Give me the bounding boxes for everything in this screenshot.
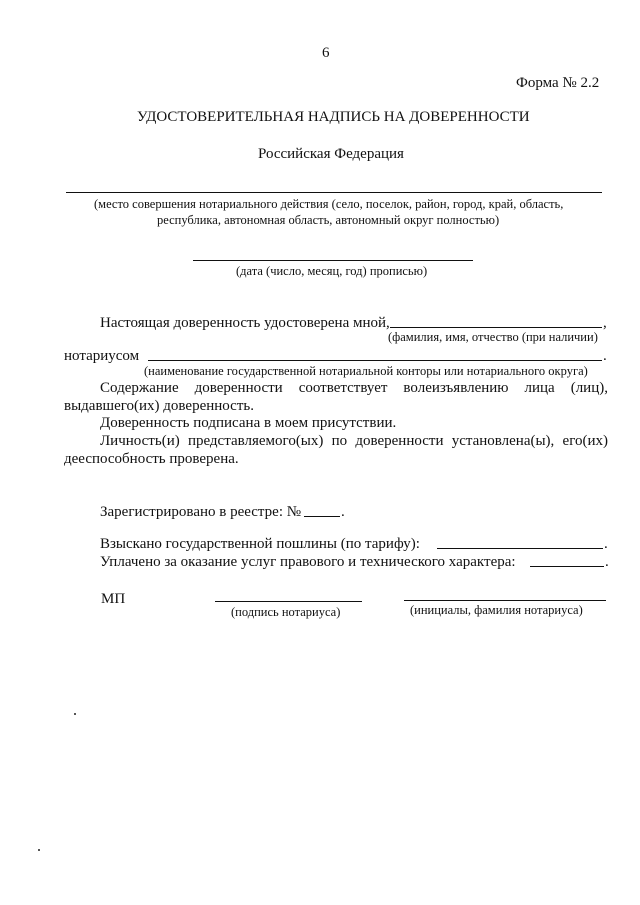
place-caption-line1: (место совершения нотариального действия (село, поселок, район, город, край, область,	[94, 197, 564, 211]
signed-text: Доверенность подписана в моем присутствии.	[100, 415, 397, 431]
services-end: .	[605, 554, 609, 570]
initials-fill-line	[404, 600, 606, 601]
notary-name-fill-line	[390, 327, 602, 328]
duty-amount-fill-line	[437, 548, 603, 549]
place-caption-line2: республика, автономная область, автономный округ полностью)	[157, 213, 500, 227]
certified-comma: ,	[603, 315, 607, 331]
identity-line2: дееспособность проверена.	[64, 451, 239, 467]
notary-office-fill-line	[148, 360, 602, 361]
notary-word: нотариусом	[64, 348, 140, 364]
certified-text: Настоящая доверенность удостоверена мной,	[100, 315, 390, 331]
identity-line1: Личность(и) представляемого(ых) по доверенности установлена(ы), его(их)	[100, 433, 608, 449]
place-fill-line	[66, 192, 602, 193]
date-caption: (дата (число, месяц, год) прописью)	[236, 264, 428, 278]
seal-label: МП	[101, 591, 126, 607]
duty-text: Взыскано государственной пошлины (по тарифу):	[100, 536, 420, 552]
date-fill-line	[193, 260, 473, 261]
signature-fill-line	[215, 601, 362, 602]
signature-caption: (подпись нотариуса)	[231, 605, 341, 619]
services-text: Уплачено за оказание услуг правового и технического характера:	[100, 554, 516, 570]
scan-speck	[38, 849, 40, 851]
registry-number-fill-line	[304, 516, 340, 517]
scan-speck	[74, 713, 76, 715]
name-caption: (фамилия, имя, отчество (при наличии)	[388, 330, 598, 344]
page-title: УДОСТОВЕРИТЕЛЬНАЯ НАДПИСЬ НА ДОВЕРЕННОСТИ	[137, 109, 530, 125]
initials-caption: (инициалы, фамилия нотариуса)	[410, 603, 583, 617]
registry-end: .	[341, 504, 345, 520]
registry-text: Зарегистрировано в реестре: №	[100, 504, 302, 520]
form-label: Форма № 2.2	[516, 75, 600, 91]
notary-office-end: .	[603, 348, 607, 364]
office-caption: (наименование государственной нотариальной конторы или нотариального округа)	[144, 364, 588, 378]
content-line1: Содержание доверенности соответствует волеизъявлению лица (лиц),	[100, 380, 608, 396]
country-name: Российская Федерация	[258, 146, 404, 162]
content-line2: выдавшего(их) доверенность.	[64, 398, 254, 414]
duty-end: .	[604, 536, 608, 552]
page-number: 6	[322, 45, 330, 61]
services-amount-fill-line	[530, 566, 604, 567]
